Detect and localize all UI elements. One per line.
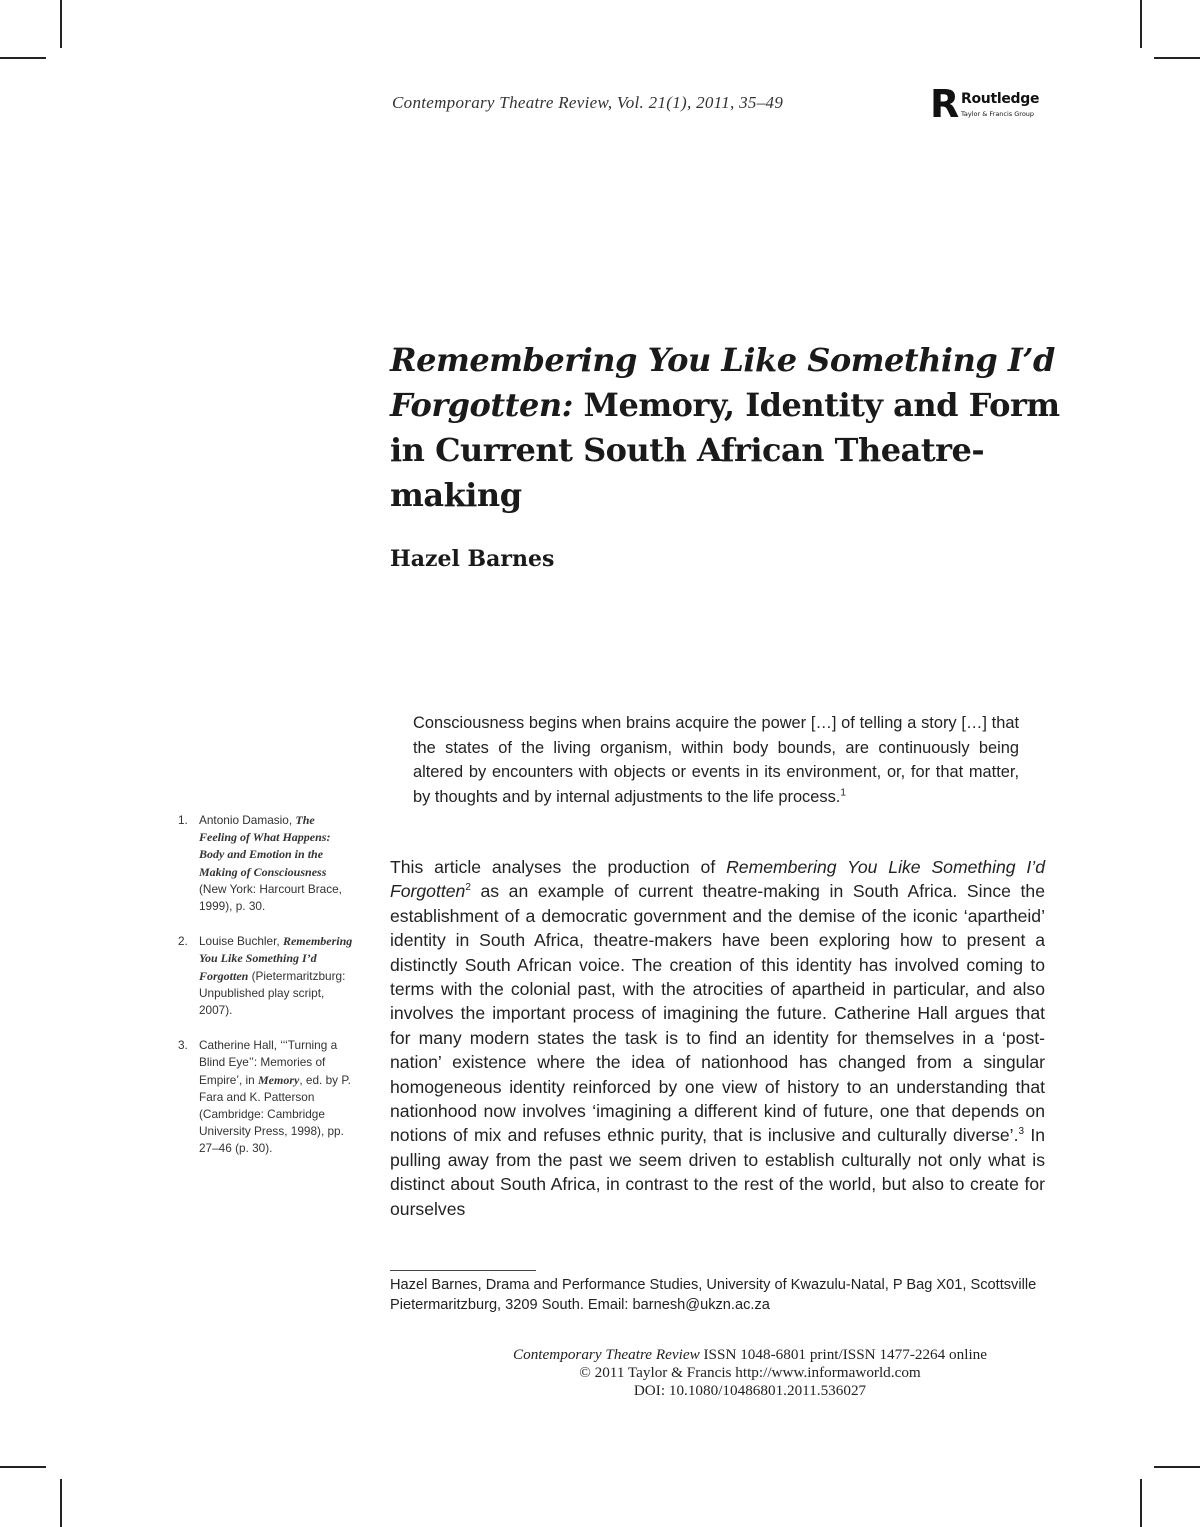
routledge-logo: [930, 82, 1050, 126]
crop-mark-bottom-left-horizontal: [0, 1466, 46, 1468]
copyright-line: © 2011 Taylor & Francis http://www.informaworld.com: [579, 1363, 921, 1381]
footnote-text: (New York: Harcourt Brace, 1999), p. 30.: [199, 881, 342, 914]
affiliation-rule: [390, 1270, 536, 1271]
issn: ISSN 1048-6801 print/ISSN 1477-2264 online: [699, 1346, 988, 1363]
footnote-number: 2.: [178, 934, 188, 949]
author-affiliation: Hazel Barnes, Drama and Performance Studies, University of Kwazulu-Natal, P Bag X01, Scottsville Pietermaritzburg, 3209 South. Email: barnesh@ukzn.ac.za: [390, 1277, 1037, 1313]
footnote-text: Louise Buchler,: [199, 934, 283, 949]
footnote-text: (Pietermaritzburg: Unpublished play script, 2007).: [199, 968, 346, 1018]
footnote-text: Antonio Damasio,: [199, 813, 296, 827]
footnote-2: [178, 933, 353, 1019]
footnote-work-title: Memory: [258, 1072, 300, 1087]
crop-mark-bottom-right-vertical: [1140, 1479, 1142, 1527]
epigraph-text: Consciousness begins when brains acquire the power […] of telling a story […] that the states of the living organism, within body bounds, are continuously being altered by encounters with objects or events in its environment, or, for that matter, by thoughts and by internal adjustments to the life process.: [413, 714, 1019, 806]
footnote-ref-3[interactable]: 3: [1018, 1126, 1025, 1138]
crop-mark-top-right-horizontal: [1154, 57, 1200, 59]
colophon: [330, 1346, 1170, 1399]
footnote-text: , ed. by P. Fara and K. Patterson (Cambridge: Cambridge University Press, 1998), pp. 27–46 (p. 30).: [199, 1072, 351, 1156]
issn-line: [330, 1346, 1170, 1364]
body-text-2: as an example of current theatre-making in South Africa. Since the establishment of a democratic government and the demise of the iconic ‘apartheid’ identity in South Africa, theatre-makers have been exploring how to present a distinctly South African voice. The creation of this identity has involved coming to terms with the colonial past, with the atrocities of apartheid in particular, and also involves the important process of imagining the future. Catherine Hall argues that for many modern states the task is to find an identity for themselves in a ‘post-nation’ existence where the idea of nationhood has changed from a singular homogeneous identity reinforced by one view of history to an understanding that nationhood now involves ‘imagining a different kind of future, one that depends on notions of mix and refuses ethnic purity, that is inclusive and culturally diverse’.: [390, 881, 1045, 1146]
crop-mark-top-right-vertical: [1140, 0, 1142, 48]
running-head: Contemporary Theatre Review, Vol. 21(1), 2011, 35–49: [392, 93, 784, 112]
routledge-r-icon: R: [930, 82, 960, 126]
footnotes-column: [178, 812, 353, 1176]
publisher-name: Routledge: [961, 91, 1040, 107]
play-title: Remembering You Like Something I’d Forgotten: [390, 857, 1046, 902]
footnote-work-title: The Feeling of What Happens: Body and Emotion in the Making of Consciousness: [199, 813, 331, 879]
body-paragraph: [390, 855, 1045, 1221]
footnote-number: 3.: [178, 1038, 188, 1053]
footnote-3: [178, 1037, 353, 1157]
footnote-number: 1.: [178, 813, 188, 827]
journal-name: Contemporary Theatre Review: [512, 1346, 700, 1363]
crop-mark-top-left-vertical: [60, 0, 62, 48]
author-name: Hazel Barnes: [390, 546, 555, 572]
footnote-ref-1[interactable]: 1: [840, 787, 846, 799]
body-text-1: This article analyses the production of: [390, 857, 727, 877]
article-title-italic: Remembering You Like Something I’d Forgotten:: [390, 341, 1055, 424]
crop-mark-bottom-left-vertical: [60, 1479, 62, 1527]
crop-mark-bottom-right-horizontal: [1154, 1466, 1200, 1468]
footnote-ref-2[interactable]: 2: [465, 882, 471, 894]
doi-line[interactable]: DOI: 10.1080/10486801.2011.536027: [633, 1381, 867, 1399]
footnote-work-title: Remembering You Like Something I’d Forgotten: [199, 934, 353, 983]
crop-mark-top-left-horizontal: [0, 57, 46, 59]
article-title: [390, 338, 1070, 518]
footnote-text: Catherine Hall, ‘‘‘Turning a Blind Eye’’: Memories of Empire’, in: [199, 1038, 338, 1087]
footnote-1: [178, 812, 353, 915]
publisher-subtitle: Taylor & Francis Group: [961, 110, 1035, 118]
article-title-roman: Memory, Identity and Form in Current South African Theatre-making: [390, 386, 1060, 514]
epigraph: [413, 711, 1019, 809]
body-text-3: In pulling away from the past we seem driven to establish culturally not only what is distinct about South Africa, in contrast to the rest of the world, but also to create for ourselves: [390, 1125, 1045, 1219]
